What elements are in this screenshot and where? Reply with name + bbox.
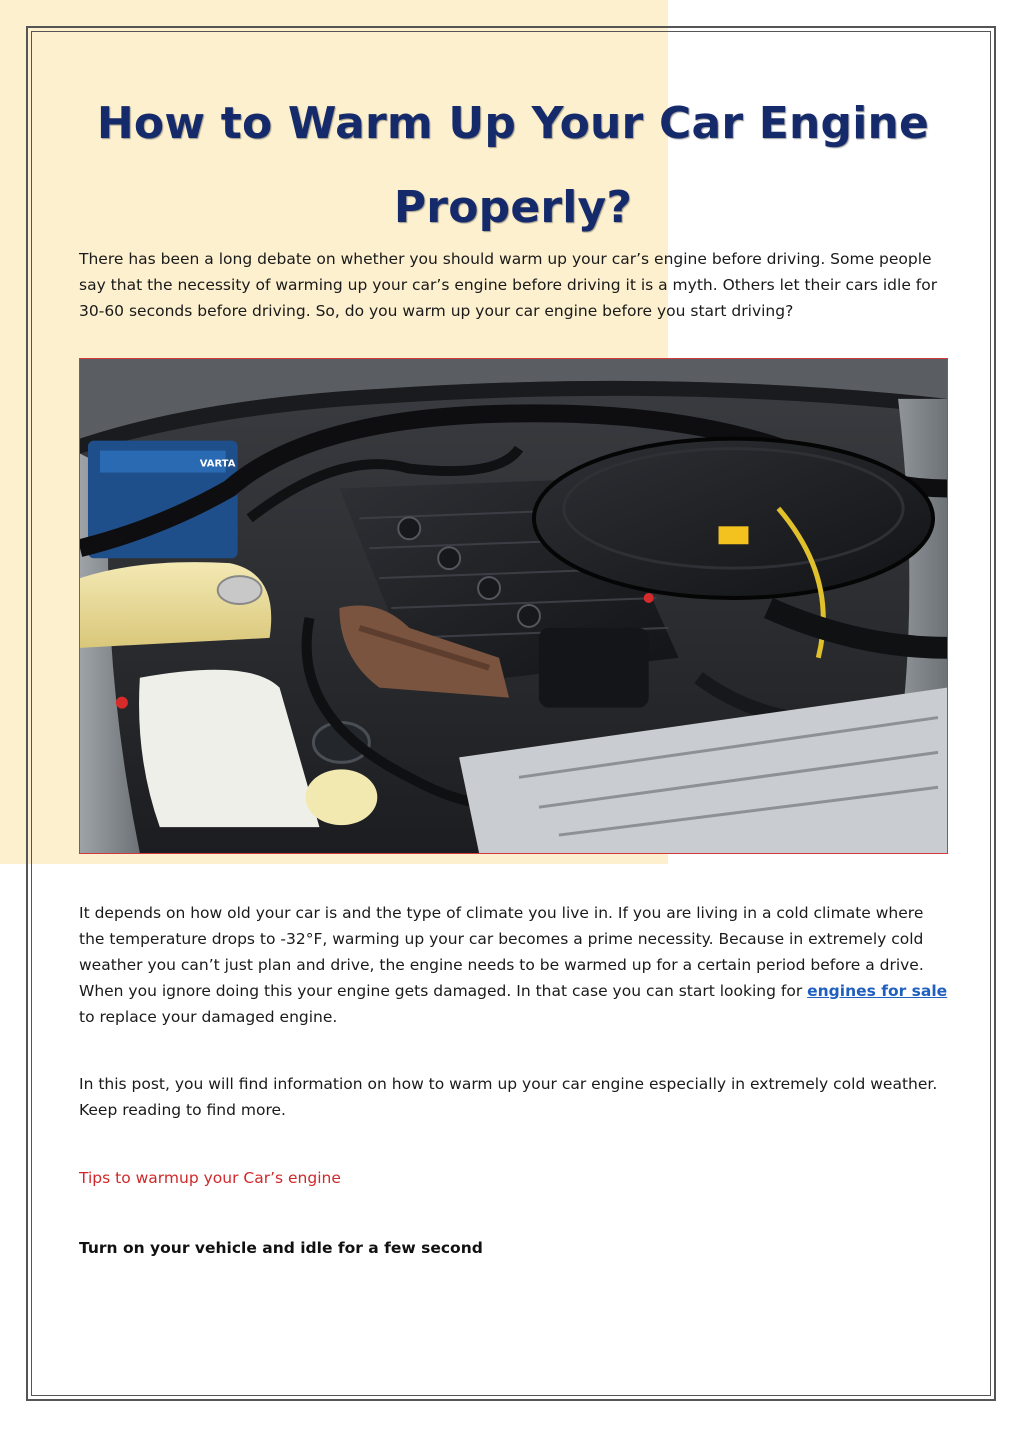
- intro-paragraph: There has been a long debate on whether you should warm up your car’s engine before driving. Some people say that the necessity of warming up your car’s engine before driving it is a myth. Others let their cars idle for 30-60 seconds before driving. So, do you warm up your car engine before you start driving?: [79, 250, 938, 320]
- engine-bay-illustration: [80, 359, 947, 853]
- climate-paragraph: [79, 900, 949, 1030]
- climate-paragraph-text-end: to replace your damaged engine.: [79, 1008, 338, 1026]
- engine-bay-photo: [79, 358, 948, 854]
- climate-paragraph-text: It depends on how old your car is and the type of climate you live in. If you are living in a cold climate where the temperature drops to -32°F, warming up your car becomes a prime necessity. Because in extremely cold weather you can’t just plan and drive, the engine needs to be warmed up for a certain period before a drive. When you ignore doing this your engine gets damaged. In that case you can start looking for: [79, 904, 924, 1000]
- tip-subheading: Turn on your vehicle and idle for a few second: [79, 1239, 483, 1257]
- battery-label-text: VARTA: [199, 458, 236, 470]
- post-intro-paragraph: In this post, you will find information on how to warm up your car engine especially in extremely cold weather. Keep reading to find more.: [79, 1075, 938, 1119]
- page-title: How to Warm Up Your Car Engine Properly?: [96, 98, 930, 233]
- tips-heading: Tips to warmup your Car’s engine: [79, 1169, 341, 1187]
- engines-for-sale-link[interactable]: engines for sale: [807, 982, 948, 1000]
